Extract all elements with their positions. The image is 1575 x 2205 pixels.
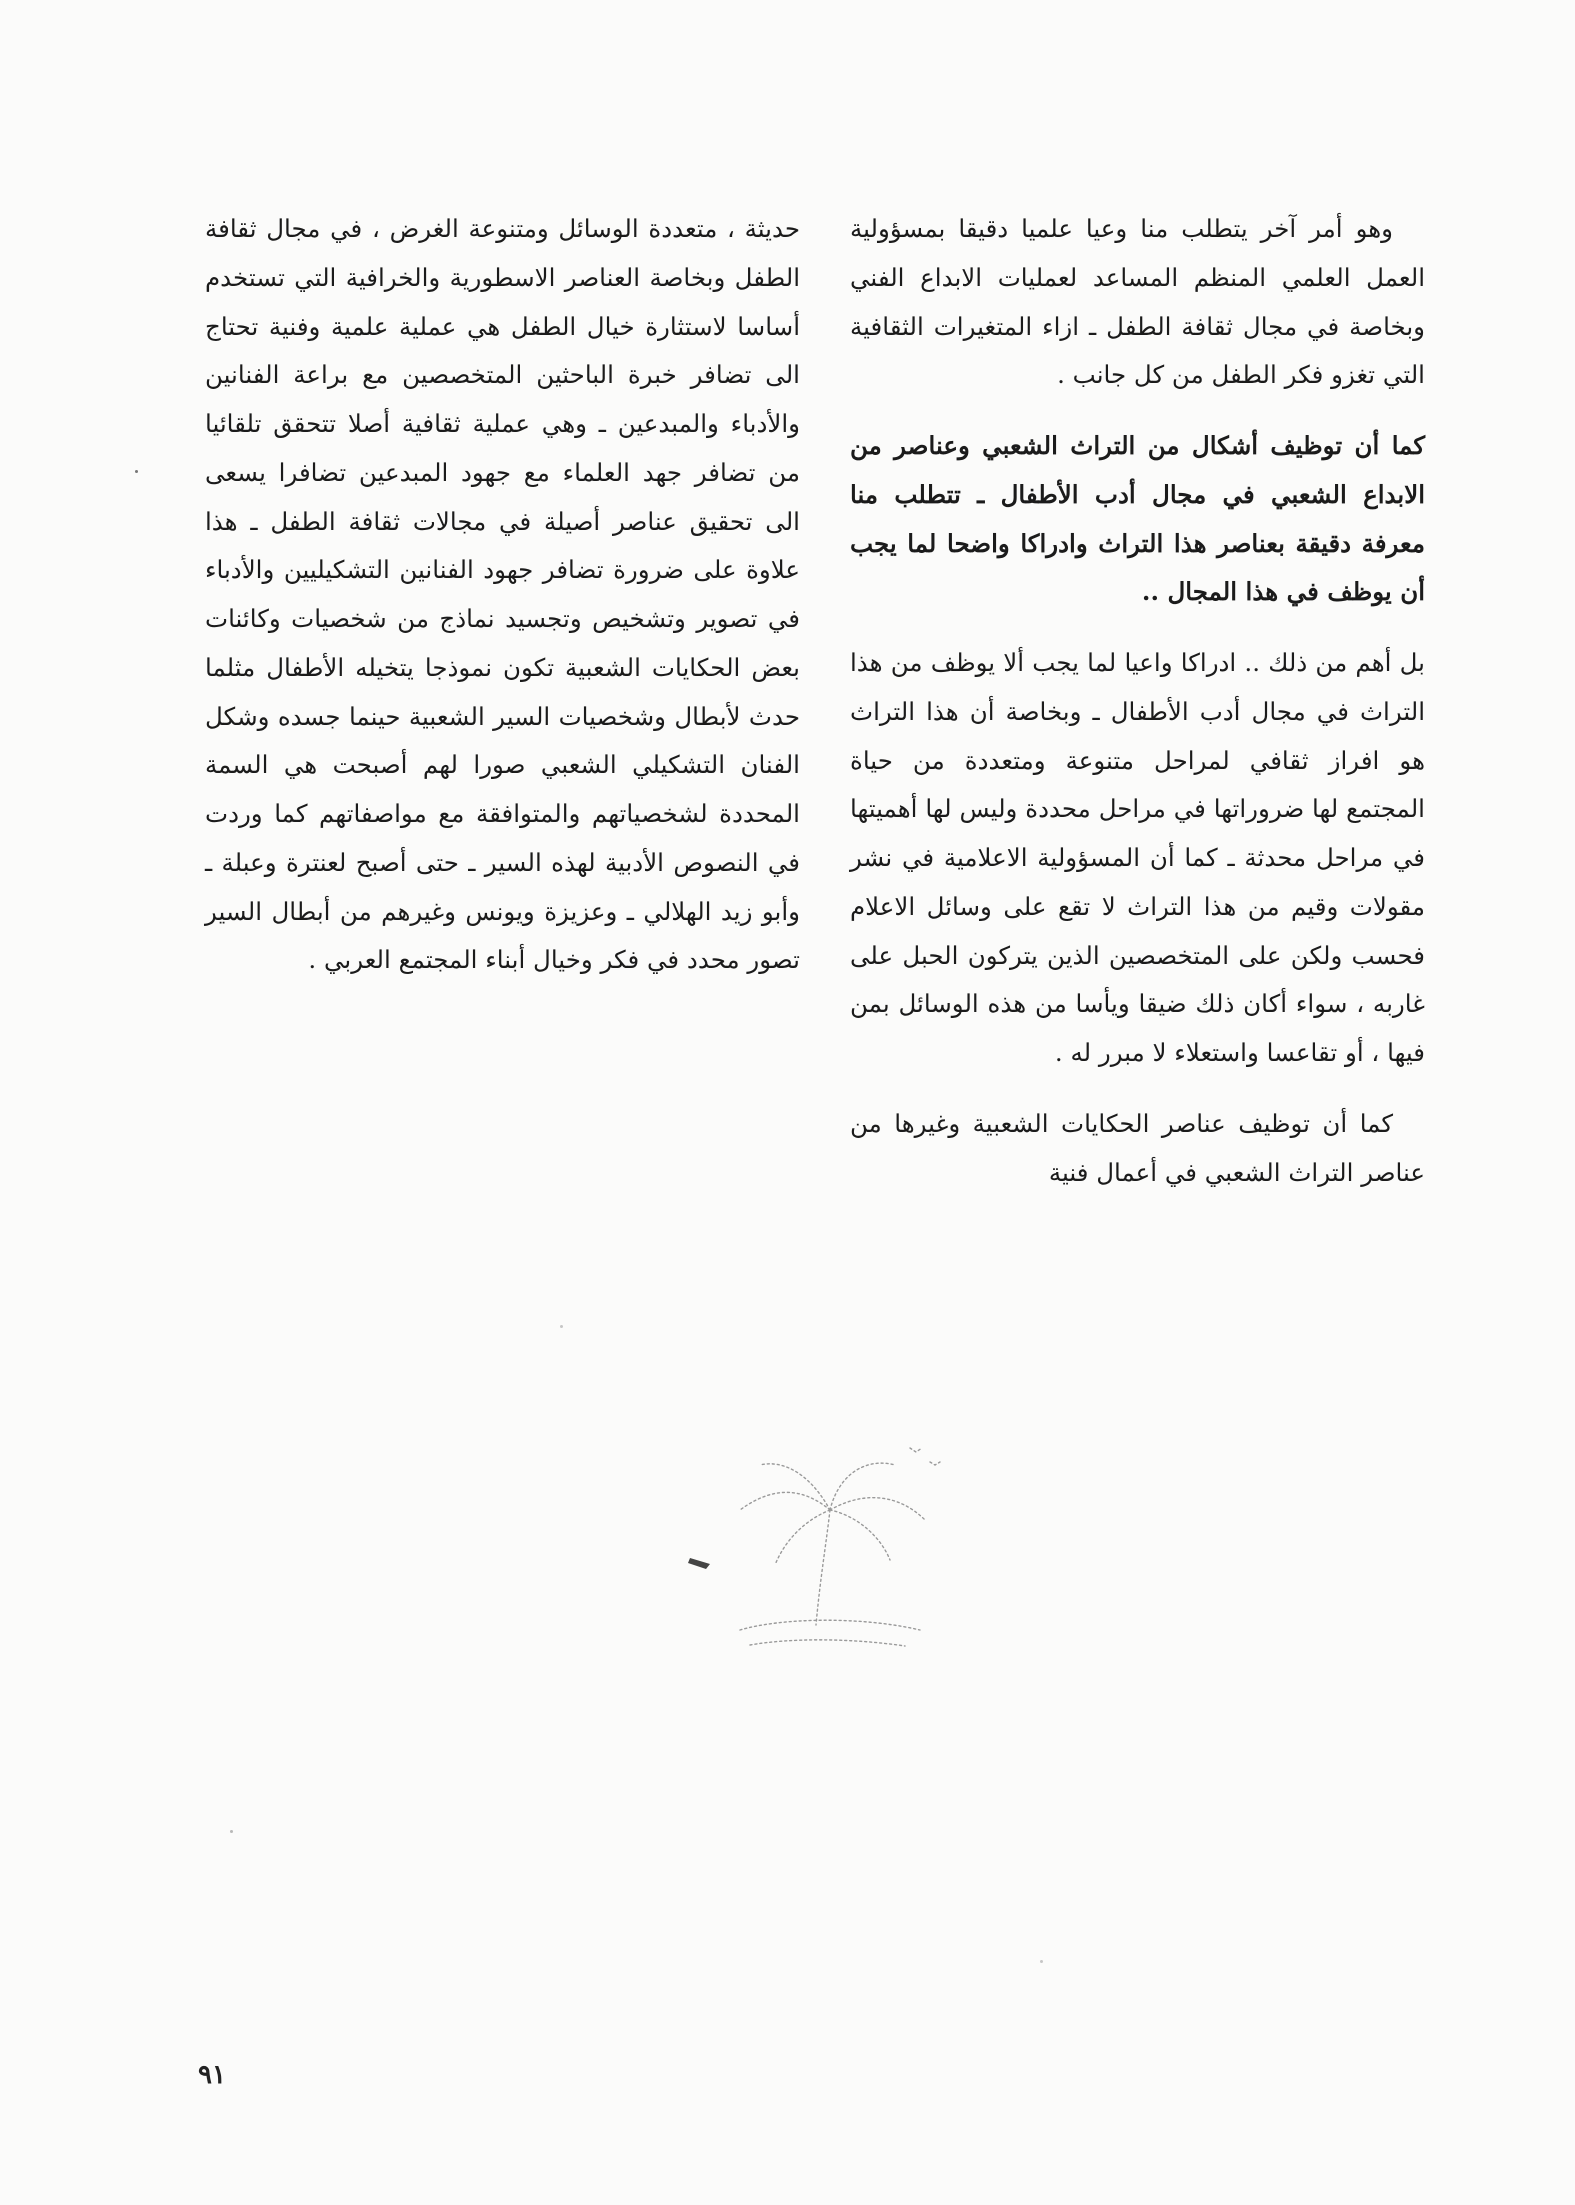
palm-tree-island-icon <box>680 1440 970 1660</box>
scan-speck <box>230 1830 233 1833</box>
paragraph-5: حديثة ، متعددة الوسائل ومتنوعة الغرض ، في مجال ثقافة الطفل وبخاصة العناصر الاسطورية والخرافية التي تستخدم أساسا لاستثارة خيال الطفل هي عملية علمية وفنية تحتاج الى تضافر خبرة الباحثين المتخصصين مع براعة الفنانين والأدباء والمبدعين ـ وهي عملية ثقافية أصلا تتحقق تلقائيا من تضافر جهد العلماء مع جهود المبدعين تضافرا يسعى الى تحقيق عناصر أصيلة في مجالات ثقافة الطفل ـ هذا علاوة على ضرورة تضافر جهود الفنانين التشكيليين والأدباء في تصوير وتشخيص وتجسيد نماذج من شخصيات وكائنات بعض الحكايات الشعبية تكون نموذجا يتخيله الأطفال مثلما حدث لأبطال وشخصيات السير الشعبية حينما جسده وشكل الفنان التشكيلي الشعبي صورا لهم أصبحت هي السمة المحددة لشخصياتهم والمتوافقة مع مواصفاتهم كما وردت في النصوص الأدبية لهذه السير ـ حتى أصبح لعنترة وعبلة ـ وأبو زيد الهلالي ـ وعزيزة ويونس وغيرهم من أبطال السير تصور محدد في فكر وخيال أبناء المجتمع العربي . <box>205 214 800 975</box>
paragraph-3: بل أهم من ذلك .. ادراكا واعيا لما يجب ألا يوظف من هذا التراث في مجال أدب الأطفال ـ وبخاصة أن هذا التراث هو افراز ثقافي لمراحل متنوعة ومتعددة من حياة المجتمع لها ضروراتها في مراحل محددة وليس لها أهميتها في مراحل محدثة ـ كما أن المسؤولية الاعلامية في نشر مقولات وقيم من هذا التراث لا تقع على وسائل الاعلام فحسب ولكن على المتخصصين الذين يتركون الحبل على غاربه ، سواء أكان ذلك ضيقا ويأسا من هذه الوسائل بمن فيها ، أو تقاعسا واستعلاء لا مبرر له . <box>850 648 1425 1067</box>
left-text-column <box>205 205 800 1007</box>
scan-speck <box>560 1325 563 1328</box>
paragraph-2-bold: كما أن توظيف أشكال من التراث الشعبي وعناصر من الابداع الشعبي في مجال أدب الأطفال ـ تتطلب منا معرفة دقيقة بعناصر هذا التراث وادراكا واضحا لما يجب أن يوظف في هذا المجال .. <box>850 431 1425 607</box>
right-text-column <box>850 205 1425 1219</box>
scan-speck <box>1040 1960 1043 1963</box>
scan-speck <box>135 470 138 473</box>
paragraph-4: كما أن توظيف عناصر الحكايات الشعبية وغيرها من عناصر التراث الشعبي في أعمال فنية <box>850 1108 1425 1187</box>
paragraph-1: وهو أمر آخر يتطلب منا وعيا علميا دقيقا بمسؤولية العمل العلمي المنظم المساعد لعمليات الابداع الفني وبخاصة في مجال ثقافة الطفل ـ ازاء المتغيرات الثقافية التي تغزو فكر الطفل من كل جانب . <box>850 214 1425 390</box>
page-number: ٩١ <box>198 2060 226 2090</box>
